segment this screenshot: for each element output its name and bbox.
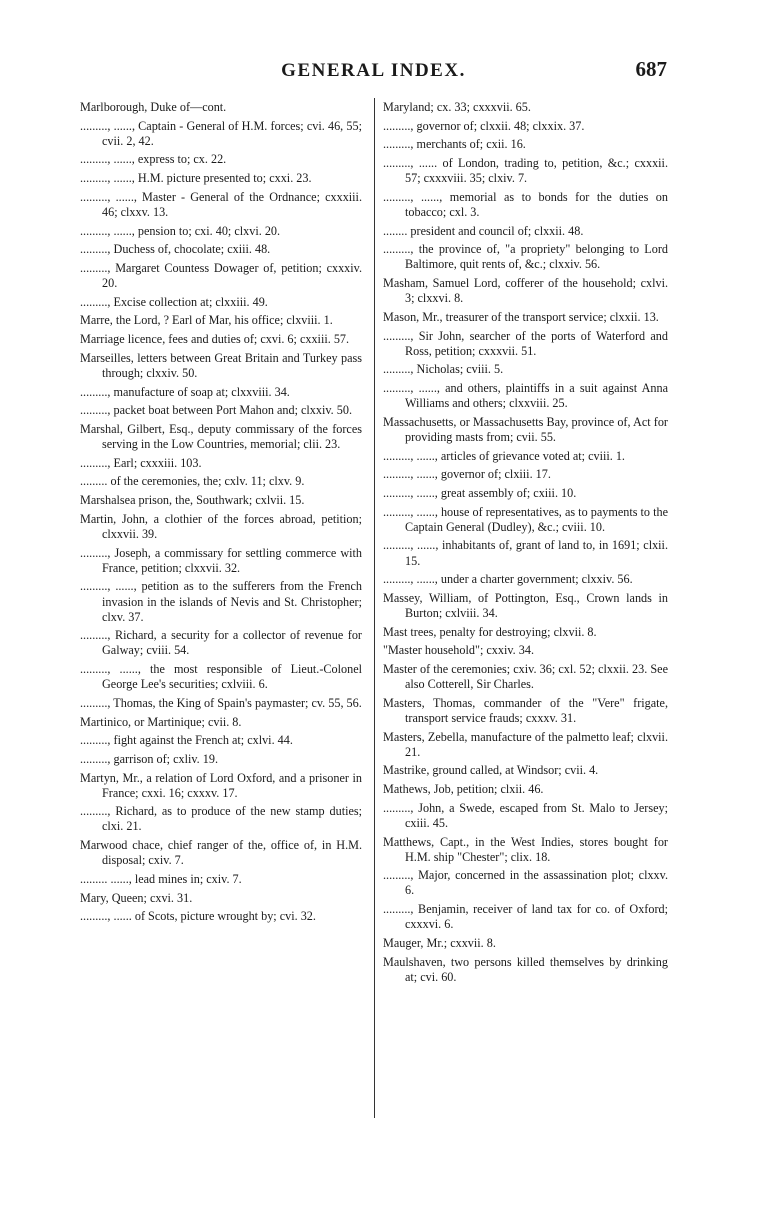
index-entry: ........., ......, H.M. picture presented to; cxxi. 23.	[80, 171, 312, 186]
index-entry: ........., the province of, "a propriety" belonging to Lord Baltimore, quit rents of, &c.; clxxiv. 56.	[383, 242, 668, 272]
index-entry: Marshal, Gilbert, Esq., deputy commissary of the forces serving in the Low Countries, memorial; clii. 23.	[80, 422, 362, 452]
index-entry: Maulshaven, two persons killed themselves by drinking at; cvi. 60.	[383, 954, 668, 984]
index-entry: ......... of the ceremonies, the; cxlv. 11; clxv. 9.	[80, 474, 305, 489]
index-entry: Martin, John, a clothier of the forces abroad, petition; clxxvii. 39.	[80, 511, 362, 541]
index-entry: Mathews, Job, petition; clxii. 46.	[383, 782, 544, 797]
index-entry: ........ president and council of; clxxii. 48.	[383, 223, 584, 238]
index-entry: Mason, Mr., treasurer of the transport service; clxxii. 13.	[383, 309, 659, 324]
index-entry: ........., ......, Captain - General of H.M. forces; cvi. 46, 55; cvii. 2, 42.	[80, 118, 362, 148]
index-entry: Massachusetts, or Massachusetts Bay, province of, Act for providing masts from; cvii. 55.	[383, 414, 668, 444]
index-entry: Masham, Samuel Lord, cofferer of the household; cxlvi. 3; clxxvi. 8.	[383, 276, 668, 306]
index-entry: Matthews, Capt., in the West Indies, stores bought for H.M. ship "Chester"; clix. 18.	[383, 834, 668, 864]
index-entry: ......... ......, lead mines in; cxiv. 7.	[80, 871, 242, 886]
right-index-column	[383, 100, 668, 988]
index-entry: ........., ......, express to; cx. 22.	[80, 152, 227, 167]
index-entry: ........., ......, and others, plaintiffs in a suit against Anna Williams and others; clxxviii. 25.	[383, 381, 668, 411]
index-entry: ........., ......, under a charter government; clxxiv. 56.	[383, 572, 633, 587]
index-entry: ........., ......, house of representatives, as to payments to the Captain General (Dudley), &c.; cviii. 10.	[383, 504, 668, 534]
index-entry: ........., ......, memorial as to bonds for the duties on tobacco; cxl. 3.	[383, 189, 668, 219]
index-entry: ........., Major, concerned in the assassination plot; clxxv. 6.	[383, 868, 668, 898]
index-entry: ........., manufacture of soap at; clxxviii. 34.	[80, 384, 290, 399]
index-entry: ........., John, a Swede, escaped from St. Malo to Jersey; cxiii. 45.	[383, 800, 668, 830]
index-entry: ........., packet boat between Port Mahon and; clxxiv. 50.	[80, 403, 353, 418]
index-entry: Mary, Queen; cxvi. 31.	[80, 890, 193, 905]
index-entry: ........., ...... of London, trading to, petition, &c.; cxxxii. 57; cxxxviii. 35; clxiv. 7.	[383, 156, 668, 186]
index-entry: ........., Benjamin, receiver of land tax for co. of Oxford; cxxxvi. 6.	[383, 902, 668, 932]
index-entry: Marlborough, Duke of—cont.	[80, 100, 227, 114]
index-entry: ........., ......, Master - General of the Ordnance; cxxxiii. 46; clxxv. 13.	[80, 189, 362, 219]
index-entry: Masters, Zebella, manufacture of the palmetto leaf; clxvii. 21.	[383, 729, 668, 759]
index-entry: Marre, the Lord, ? Earl of Mar, his office; clxviii. 1.	[80, 313, 333, 328]
left-index-column	[80, 100, 362, 928]
index-entry: ........., garrison of; cxliv. 19.	[80, 751, 218, 766]
index-entry: Master of the ceremonies; cxiv. 36; cxl. 52; clxxii. 23. See also Cotterell, Sir Charles.	[383, 662, 668, 692]
index-entry: ........., merchants of; cxii. 16.	[383, 137, 526, 152]
index-entry: ........., ...... of Scots, picture wrought by; cvi. 32.	[80, 909, 316, 924]
index-entry: ........., governor of; clxxii. 48; clxxix. 37.	[383, 118, 585, 133]
index-entry: ........., ......, pension to; cxi. 40; clxvi. 20.	[80, 223, 281, 238]
index-entry: Maryland; cx. 33; cxxxvii. 65.	[383, 100, 531, 114]
index-entry: Mauger, Mr.; cxxvii. 8.	[383, 935, 496, 950]
page-header	[80, 57, 667, 88]
index-entry: Marwood chace, chief ranger of the, office of, in H.M. disposal; cxiv. 7.	[80, 838, 362, 868]
index-entry: ........., fight against the French at; cxlvi. 44.	[80, 733, 293, 748]
page-number: 687	[635, 57, 667, 81]
index-entry: ........., Richard, a security for a collector of revenue for Galway; cviii. 54.	[80, 628, 362, 658]
index-entry: Mast trees, penalty for destroying; clxvii. 8.	[383, 624, 597, 639]
index-entry: ........., ......, governor of; clxiii. 17.	[383, 467, 551, 482]
index-entry: ........., ......, articles of grievance voted at; cviii. 1.	[383, 448, 625, 463]
index-entry: Martinico, or Martinique; cvii. 8.	[80, 714, 242, 729]
index-entry: Marriage licence, fees and duties of; cxvi. 6; cxxiii. 57.	[80, 332, 350, 347]
index-entry: Marshalsea prison, the, Southwark; cxlvii. 15.	[80, 493, 305, 508]
index-entry: ........., Thomas, the King of Spain's paymaster; cv. 55, 56.	[80, 695, 362, 710]
index-entry: Mastrike, ground called, at Windsor; cvii. 4.	[383, 763, 599, 778]
column-divider	[374, 98, 375, 1118]
index-entry: ........., ......, inhabitants of, grant of land to, in 1691; clxii. 15.	[383, 538, 668, 568]
index-entry: ........., Margaret Countess Dowager of, petition; cxxxiv. 20.	[80, 261, 362, 291]
index-entry: Martyn, Mr., a relation of Lord Oxford, and a prisoner in France; cxxi. 16; cxxxv. 17.	[80, 770, 362, 800]
index-entry: ........., Earl; cxxxiii. 103.	[80, 455, 202, 470]
index-entry: "Master household"; cxxiv. 34.	[383, 643, 534, 658]
index-entry: ........., ......, petition as to the sufferers from the French invasion in the islands of Nevis and St. Christopher; clxv. 37.	[80, 579, 362, 624]
index-entry: ........., Joseph, a commissary for settling commerce with France, petition; clxxvii. 32.	[80, 545, 362, 575]
index-entry: ........., Richard, as to produce of the new stamp duties; clxi. 21.	[80, 804, 362, 834]
running-title: GENERAL INDEX.	[281, 60, 466, 81]
index-entry: Marseilles, letters between Great Britain and Turkey pass through; clxxiv. 50.	[80, 350, 362, 380]
index-entry: Masters, Thomas, commander of the "Vere" frigate, transport service frauds; cxxxv. 31.	[383, 695, 668, 725]
index-entry: ........., Excise collection at; clxxiii. 49.	[80, 294, 268, 309]
index-entry: ........., Duchess of, chocolate; cxiii. 48.	[80, 242, 271, 257]
index-entry: Massey, William, of Pottington, Esq., Crown lands in Burton; cxlviii. 34.	[383, 590, 668, 620]
index-entry: ........., Sir John, searcher of the ports of Waterford and Ross, petition; cxxxvii. 51.	[383, 328, 668, 358]
index-entry: ........., ......, great assembly of; cxiii. 10.	[383, 485, 577, 500]
index-entry: ........., ......, the most responsible of Lieut.-Colonel George Lee's securities; cxlviii. 6.	[80, 662, 362, 692]
index-entry: ........., Nicholas; cviii. 5.	[383, 362, 504, 377]
